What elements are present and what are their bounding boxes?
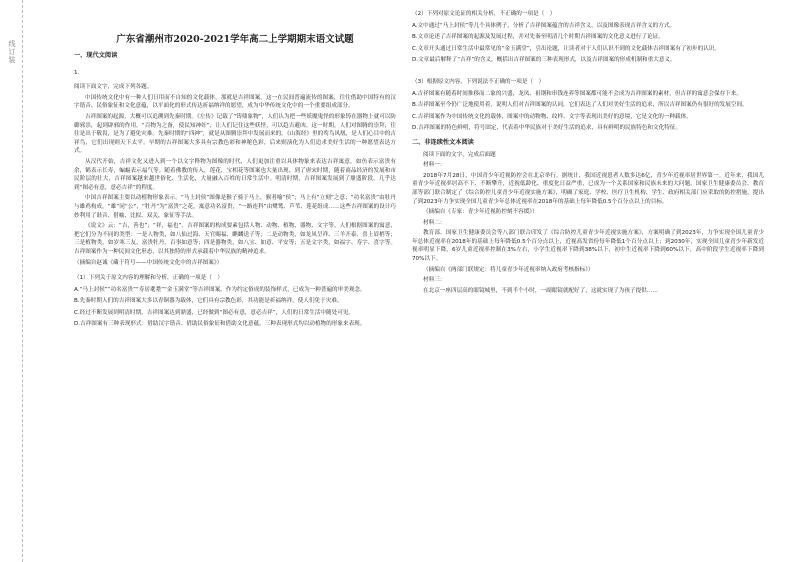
question-3: （3）根据原文内容，下列说法不正确的一项是（ ） bbox=[412, 78, 545, 85]
question-1-option-d: D.吉祥图案有三种表现形式：借助汉字谐音、借助民俗象征和借助文化意蕴，三种表现形式均以动植物的形象来表现。 bbox=[74, 321, 366, 328]
material-2-title: 材料二： bbox=[423, 219, 446, 226]
question-1-option-c: C.经过不断发展到明清时期，吉祥图案达到鼎盛，已经做到“图必有意，意必吉祥”，人们的日常生活中随处可见。 bbox=[74, 309, 354, 316]
section-heading-2: 二、非连续性文本阅读 bbox=[412, 138, 474, 146]
question-2-option-b: B.文章论述了吉祥图案的起源及发展过程，并对先秦至明清几个时期吉祥图案的文化意义进行了论证。 bbox=[412, 34, 664, 41]
right-column bbox=[412, 10, 764, 558]
material-1-title: 材料一： bbox=[423, 162, 446, 169]
material-1-body: 2018年7月28日，中国青少年近视防控会在北京举行。据统计，我国近视患者人数多达6亿，青少年近视率居世界第一。近年来，我国儿童青少年近视率居高不下、不断攀升，近视低龄化、重度化日益严重，已成为一个关系国家和民族未来的大问题。国家卫生健康委员会、教育部等部门联合制定了《综合防控儿童青少年近视实施方案》，明确了家庭、学校、医疗卫生机构、学生、政府相关部门应采取的防控措施，提出了到2023年力争实现全国儿童青少年总体近视率在2018年的基础上每年降低0.5个百分点以上的目标。 bbox=[412, 172, 764, 205]
passage-paragraph: 从汉代开始，吉祥文化又进入到一个以文字释物为图像的时代，人们更加注重以具体物象来表达吉祥寓意，如鱼表示富贵有余，鹤表示长寿，蝙蝠表示福气等。随着佛教的传入，莲花、宝相花等图案也大量出现。到了唐宋时期，随着商品经济的发展和市民阶层的壮大，吉祥图案越来越世俗化、生活化，大量融入百姓的日常生活中。明清时期，吉祥图案发展到了鼎盛阶段，几乎达到“图必有意，意必吉祥”的程度。 bbox=[74, 158, 396, 191]
passage-paragraph: 吉祥图案的起源，大概可以追溯到先秦时期。《左传》记载了“铸鼎象物”，人们认为把一些妖魔鬼怪的形象铸在器物上就可以防御邪祟，起到辟邪的作用。“百物为之备，使民知神奸”，让人们记住这些妖怪，可以趋吉避凶。这一时期，人们对图腾的崇拜，往往是出于敬畏，是为了避免灾难。先秦时期的“四神”，就是从图腾崇拜中发展而来的。《山海经》里的鸾鸟凤凰，是人们心目中的吉祥鸟，它们出现则天下太平。早期的吉祥图案大多具有宗教色彩和神秘色彩，后来则演化为人们追求美好生活的一种愿望表达方式。 bbox=[74, 113, 396, 155]
question-2-option-c: C.文章开头通过日常生活中最常见的“金玉满堂”，引出论题，让读者对于人们认识不到的文化载体吉祥图案有了初步的认识。 bbox=[412, 45, 720, 52]
question-3-option-c: C.吉祥图案作为中国传统文化的载体，图案中的动物物、纹样、文字等表现出美好的意境，它是文化的一种载体。 bbox=[412, 113, 692, 120]
material-3-title: 材料三： bbox=[423, 277, 446, 284]
material-2-body: 教育部、国家卫生健康委员会等八部门联合印发了《综合防控儿童青少年近视实施方案》，方案明确了到2023年，力争实现全国儿童青少年总体近视率在2018年的基础上每年降低0.5个百分点以上，近视高发省份每年降低1个百分点以上；到2030年，实现全国儿童青少年新发近视率明显下降，6岁儿童近视率控制在3%左右，小学生近视率下降到38%以下，初中生近视率下降到60%以下，高中阶段学生近视率下降到70%以下。 bbox=[412, 230, 764, 263]
question-1-option-a: A.“马上封侯”“功名富贵”“寿居耄耋”“金玉满堂”等吉祥图案，作为约定俗成的装饰样式，已成为一种普遍的审美观念。 bbox=[74, 286, 366, 293]
question-2-option-a: A.文中通过“马上封侯”等几个具体例子，分析了吉祥图案蕴含的吉祥含义，以及图像表现吉祥含义的方式。 bbox=[412, 22, 676, 29]
question-1: （1）下列关于原文内容的理解和分析，正确的一项是（ ） bbox=[74, 275, 223, 282]
question-2-option-d: D.文章最后解释了“吉祥”的含义，概括出吉祥图案的三种表现形式，以及吉祥图案的形成机制和重大意义。 bbox=[412, 57, 676, 64]
left-column bbox=[74, 10, 396, 558]
passage-source: （摘编自赵诚《藏于符号——中国传统文化中的吉祥图案》） bbox=[74, 260, 223, 267]
question-2: （2）下列对原文论证的相关分析，不正确的一项是（ ） bbox=[412, 11, 556, 17]
binding-text: 线订装 bbox=[8, 40, 16, 64]
reading-instruction-2: 阅读下面的文字，完成后面题 bbox=[423, 151, 496, 158]
page-title: 广东省潮州市2020-2021学年高二上学期期末语文试题 bbox=[116, 34, 354, 45]
question-1-option-b: B.先秦时期人们的吉祥图案大多以青铜器为载体，它们具有宗教色彩，其功能是祈福纳祥，使人们免于灾难。 bbox=[74, 298, 343, 305]
section-heading-1: 一、现代文阅读 bbox=[74, 52, 118, 59]
passage-paragraph: 中国传统文化中有一种人们日用而不自知的文化载体，那就是吉祥图案。这一在民间普遍流传的图案，往往借助中国特有的汉字谐音、民俗象征和文化意蕴，以平面化的形式传达祈福纳祥的愿望，成为中华传统文化中的一个重要组成部分。 bbox=[74, 94, 396, 110]
question-3-option-d: D.吉祥图案的特色鲜明，符号固定，代表着中华民族对于美好生活的追求，具有鲜明的民族特色和文化特征。 bbox=[412, 125, 681, 132]
material-3-body: 在北京一座四层高的眼镜城里，不到半个小时，一副眼镜就配好了，这就实现了为孩子提供…… bbox=[423, 287, 658, 294]
question-3-option-a: A.吉祥图案有随着时间推移而二象的兴盛，龙凤、祖钢和串钱连养等图案都可能不会成为吉祥图案的素材，但吉祥的寓意会保存下来。 bbox=[412, 90, 742, 97]
passage-paragraph: 中国吉祥图案主要以动植物形象表示。“马上封侯”图像是猴子骑于马上，猴者喻“侯”；马上有“立刻”之意；“功名富贵”由牡丹与雄鸡构成，“雄”同“公”，“牡丹”为“富贵”之花，寓意功名富贵，“一路连科”由鹭鸶、芦苇、莲花组成……这些吉祥图案的设计巧妙利用了谐音、借喻、比拟、双关、象征等手法。 bbox=[74, 195, 396, 219]
reading-instruction: 阅读下面文字，完成下列各题。 bbox=[74, 84, 153, 91]
passage-paragraph: 《说文》云：“吉，善也”；“祥，福也”。吉祥图案的构成要素包括人物、动物、植物、器物、文字等。人们根据图案的寓意，把它们分为不同的类型：一是人物类，如八仙过海、天官赐福、麒麟送子等；二是动物类，如龙凤呈祥、三羊开泰、喜上眉梢等；三是植物类，如岁寒三友、富贵牡丹、百事如意等；四是器物类，如八宝、如意、平安等；五是文字类，如福字、寿字、喜字等。吉祥图案作为一种民间文化形态，以其独特的形式承载着中华民族的精神追求。 bbox=[74, 223, 396, 255]
question-3-option-b: B.吉祥图案至今仍广泛地使用着，说明人们对吉祥图案的认同，它们表达了人们对美好生活的追求，所以吉祥图案仍有很好的发展空间。 bbox=[412, 102, 748, 109]
material-2-source: （摘编自《两部门联规定：将儿童青少年近视率纳入政府考核指标》） bbox=[423, 266, 594, 273]
material-1-source: （摘编自《专家：青少年近视防控刻不容缓》） bbox=[423, 209, 538, 216]
question-number: 1. bbox=[74, 69, 80, 76]
binding-strip bbox=[0, 0, 23, 562]
